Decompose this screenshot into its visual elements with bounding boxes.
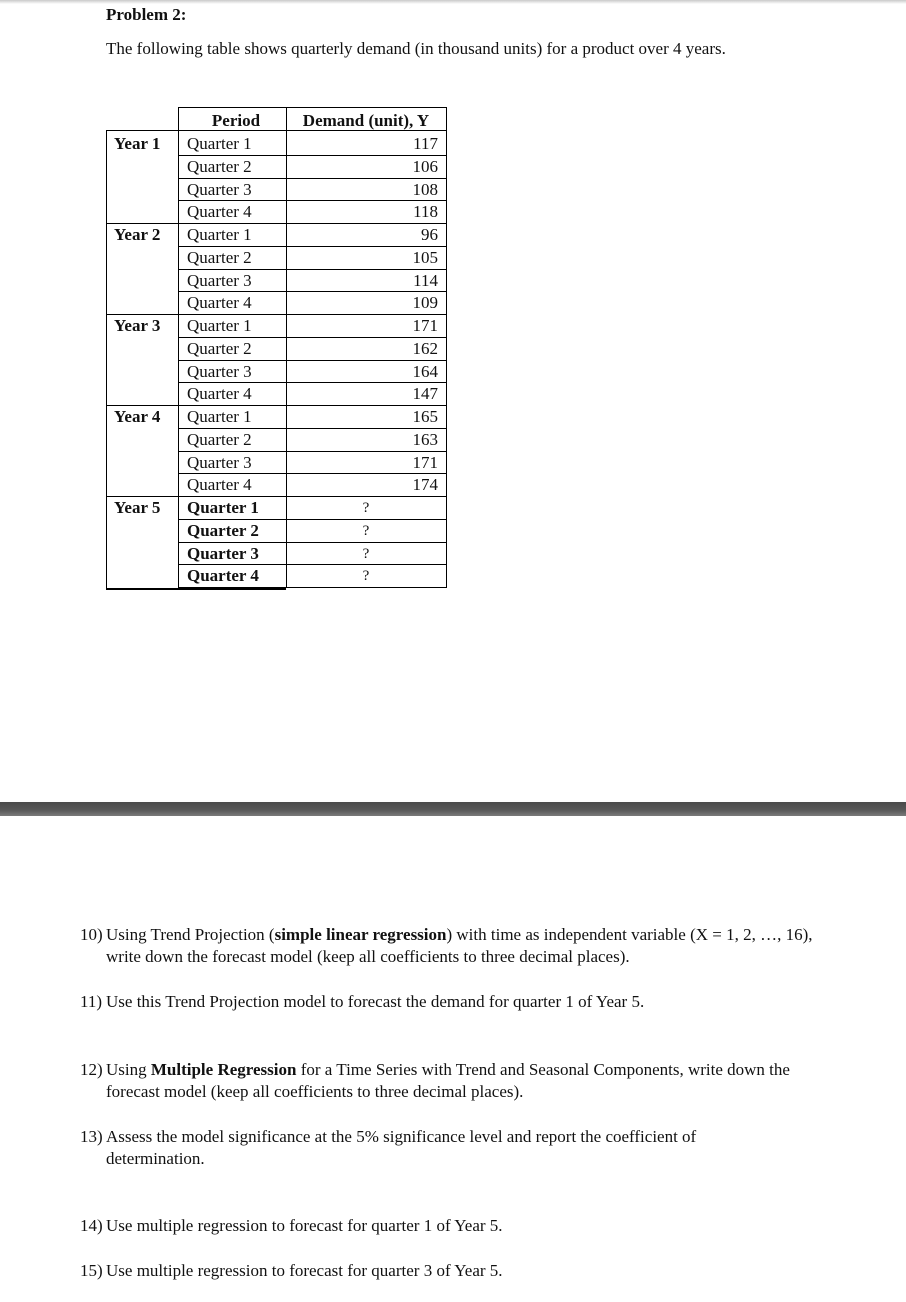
question-number: 11) bbox=[80, 992, 103, 1011]
table-rule bbox=[106, 130, 446, 131]
demand-cell: 171 bbox=[412, 452, 438, 472]
table-rule bbox=[178, 451, 446, 452]
period-cell: Quarter 4 bbox=[187, 202, 252, 222]
period-cell: Quarter 3 bbox=[187, 179, 252, 199]
year-label: Year 2 bbox=[114, 225, 161, 244]
period-cell: Quarter 2 bbox=[187, 247, 252, 267]
table-rule bbox=[106, 130, 107, 588]
demand-cell: 109 bbox=[412, 293, 438, 313]
intro-text: The following table shows quarterly demand (in thousand units) for a product over 4 years. bbox=[106, 39, 726, 58]
demand-cell: 147 bbox=[412, 384, 438, 404]
period-cell: Quarter 2 bbox=[187, 520, 259, 540]
period-cell: Quarter 2 bbox=[187, 338, 252, 358]
table-rule bbox=[178, 291, 446, 292]
question-text: Use multiple regression to forecast for quarter 1 of Year 5. bbox=[106, 1216, 503, 1235]
period-cell: Quarter 4 bbox=[187, 566, 259, 586]
demand-cell: ? bbox=[362, 568, 370, 585]
table-rule bbox=[178, 246, 446, 247]
demand-cell: 96 bbox=[421, 225, 438, 244]
problem-title: Problem 2: bbox=[106, 5, 187, 24]
table-rule bbox=[178, 564, 446, 565]
question-10 bbox=[80, 924, 820, 968]
table-rule bbox=[178, 542, 446, 543]
table-rule bbox=[286, 107, 287, 588]
demand-cell: 171 bbox=[412, 316, 438, 335]
table-rule bbox=[106, 314, 286, 315]
question-14 bbox=[80, 1215, 820, 1237]
demand-cell: 108 bbox=[412, 179, 438, 199]
question-12 bbox=[80, 1059, 820, 1103]
question-number: 12) bbox=[80, 1060, 103, 1079]
question-15 bbox=[80, 1260, 820, 1282]
year-label: Year 1 bbox=[114, 134, 161, 153]
demand-cell: ? bbox=[362, 500, 370, 516]
demand-cell: 162 bbox=[412, 338, 438, 358]
demand-cell: 105 bbox=[412, 247, 438, 267]
table-rule bbox=[178, 428, 446, 429]
demand-cell: 165 bbox=[412, 407, 438, 426]
table-rule bbox=[178, 178, 446, 179]
demand-cell: 114 bbox=[413, 270, 438, 290]
year-label: Year 5 bbox=[114, 498, 161, 517]
period-cell: Quarter 4 bbox=[187, 475, 252, 495]
question-number: 13) bbox=[80, 1127, 103, 1146]
table-rule bbox=[178, 200, 446, 201]
demand-cell: ? bbox=[362, 545, 370, 562]
period-cell: Quarter 1 bbox=[187, 134, 252, 153]
period-cell: Quarter 2 bbox=[187, 156, 252, 176]
header-period: Period bbox=[211, 111, 261, 130]
question-number: 14) bbox=[80, 1216, 103, 1235]
table-rule bbox=[178, 155, 446, 156]
page-edge bbox=[0, 0, 906, 4]
demand-cell: 174 bbox=[412, 475, 438, 495]
table-rule bbox=[106, 223, 286, 224]
question-11 bbox=[80, 991, 820, 1013]
table-rule bbox=[178, 107, 446, 108]
question-text: for a Time Series with Trend and Seasonal Components, write down the forecast model (keep all coefficients to three decimal places). bbox=[106, 1060, 790, 1101]
period-cell: Quarter 2 bbox=[187, 429, 252, 449]
demand-cell: 163 bbox=[412, 429, 438, 449]
question-text: Using bbox=[106, 1060, 151, 1079]
table-rule bbox=[178, 473, 446, 474]
year-label: Year 3 bbox=[114, 316, 161, 335]
table-rule bbox=[178, 382, 446, 383]
period-cell: Quarter 1 bbox=[187, 498, 259, 517]
period-cell: Quarter 3 bbox=[187, 270, 252, 290]
header-demand: Demand (unit), Y bbox=[302, 111, 430, 130]
period-cell: Quarter 3 bbox=[187, 361, 252, 381]
demand-cell: 106 bbox=[412, 156, 438, 176]
table-rule bbox=[178, 107, 179, 588]
table-rule bbox=[178, 269, 446, 270]
demand-cell: 164 bbox=[412, 361, 438, 381]
table-rule bbox=[178, 337, 446, 338]
table-rule bbox=[178, 587, 446, 588]
question-text: Use multiple regression to forecast for quarter 3 of Year 5. bbox=[106, 1261, 503, 1280]
table-rule bbox=[178, 360, 446, 361]
table-rule bbox=[446, 107, 447, 588]
table-rule bbox=[106, 588, 286, 590]
demand-cell: 118 bbox=[413, 202, 438, 222]
question-number: 10) bbox=[80, 925, 103, 944]
period-cell: Quarter 1 bbox=[187, 316, 252, 335]
question-bold-text: Multiple Regression bbox=[150, 1060, 297, 1079]
question-bold-text: simple linear regression bbox=[274, 925, 447, 944]
page-separator bbox=[0, 802, 906, 816]
demand-cell: ? bbox=[362, 522, 370, 539]
period-cell: Quarter 1 bbox=[187, 225, 252, 244]
question-13 bbox=[80, 1126, 760, 1170]
question-text: ) with time as independent variable (X = 1, 2, …, 16), write down the forecast model (keep all coefficients to three decimal places). bbox=[106, 925, 813, 966]
question-number: 15) bbox=[80, 1261, 103, 1280]
table-rule bbox=[178, 519, 446, 520]
table-rule bbox=[106, 405, 286, 406]
period-cell: Quarter 3 bbox=[187, 452, 252, 472]
question-text: Use this Trend Projection model to forecast the demand for quarter 1 of Year 5. bbox=[106, 992, 645, 1011]
period-cell: Quarter 4 bbox=[187, 384, 252, 404]
period-cell: Quarter 3 bbox=[187, 543, 259, 563]
question-text: Assess the model significance at the 5% significance level and report the coefficient of determination. bbox=[106, 1127, 697, 1168]
year-label: Year 4 bbox=[114, 407, 161, 426]
period-cell: Quarter 4 bbox=[187, 293, 252, 313]
period-cell: Quarter 1 bbox=[187, 407, 252, 426]
table-rule bbox=[106, 496, 286, 497]
demand-cell: 117 bbox=[413, 134, 438, 153]
question-text: Using Trend Projection ( bbox=[106, 925, 275, 944]
